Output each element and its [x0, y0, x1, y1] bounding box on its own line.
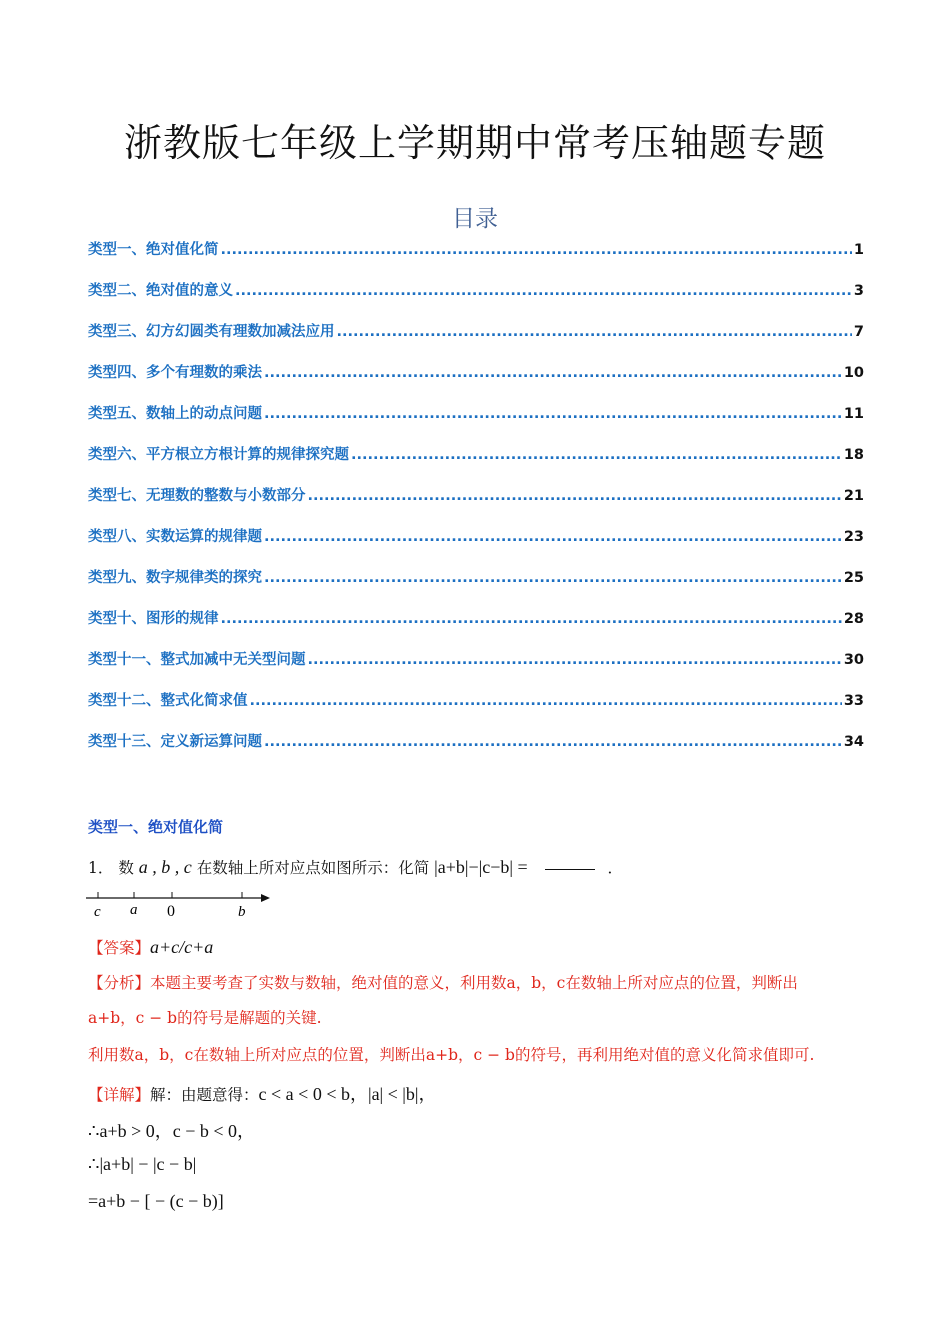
toc-item[interactable] [88, 361, 864, 402]
label-a: a [130, 902, 138, 918]
toc-leader-dots [250, 693, 842, 709]
detail-line-3: ∴|a+b| − |c − b| [88, 1154, 197, 1174]
toc-item[interactable] [88, 443, 864, 484]
toc-item[interactable] [88, 730, 864, 771]
toc-leader-dots [235, 283, 852, 299]
question-prefix: 数 [118, 859, 134, 877]
toc-item-label: 类型二、绝对值的意义 [88, 283, 233, 299]
toc-leader-dots [264, 406, 842, 422]
toc-item-label: 类型十二、整式化简求值 [88, 693, 248, 709]
toc-item-page: 34 [843, 734, 864, 750]
toc-item-label: 类型五、数轴上的动点问题 [88, 406, 262, 422]
toc-item[interactable] [88, 320, 864, 361]
analysis-text-1: 本题主要考查了实数与数轴，绝对值的意义，利用数a，b，c在数轴上所对应点的位置，判断出 [150, 974, 798, 992]
detail-math-1: c < a < 0 < b，|a| < |b|， [258, 1084, 437, 1104]
table-of-contents [88, 238, 864, 771]
answer-blank [545, 869, 595, 870]
toc-item-page: 30 [843, 652, 864, 668]
toc-item-label: 类型七、无理数的整数与小数部分 [88, 488, 306, 504]
toc-item-page: 21 [843, 488, 864, 504]
toc-leader-dots [337, 324, 852, 340]
answer-value: a+c/c+a [150, 937, 214, 957]
section-heading: 类型一、绝对值化简 [88, 818, 224, 836]
label-0: 0 [167, 903, 175, 920]
toc-item-page: 18 [843, 447, 864, 463]
toc-item[interactable] [88, 402, 864, 443]
analysis-line-1 [88, 971, 798, 993]
toc-item[interactable] [88, 689, 864, 730]
toc-item-page: 25 [843, 570, 864, 586]
detail-text: 解：由题意得： [150, 1086, 259, 1104]
toc-leader-dots [221, 611, 842, 627]
number-line-arrow [261, 894, 270, 902]
toc-leader-dots [264, 529, 842, 545]
analysis-line-2: a+b，c − b的符号是解题的关键. [88, 1009, 322, 1027]
detail-line-1 [88, 1080, 437, 1106]
toc-item[interactable] [88, 279, 864, 320]
toc-item-page: 3 [853, 283, 864, 299]
question-vars: a , b , c [138, 857, 192, 877]
toc-item[interactable] [88, 648, 864, 689]
toc-leader-dots [308, 652, 842, 668]
toc-leader-dots [308, 488, 842, 504]
toc-item-label: 类型一、绝对值化简 [88, 242, 219, 258]
toc-item-page: 28 [843, 611, 864, 627]
toc-item[interactable] [88, 238, 864, 279]
number-line-figure [84, 888, 284, 924]
toc-item[interactable] [88, 484, 864, 525]
detail-line-4: =a+b − [ − (c − b)] [88, 1191, 224, 1211]
analysis-line-3: 利用数a，b，c在数轴上所对应点的位置，判断出a+b，c − b的符号，再利用绝对值的意义化简求值即可. [88, 1046, 815, 1064]
toc-item-label: 类型十、图形的规律 [88, 611, 219, 627]
toc-leader-dots [351, 447, 842, 463]
toc-item-label: 类型三、幻方幻圆类有理数加减法应用 [88, 324, 335, 340]
toc-item-label: 类型四、多个有理数的乘法 [88, 365, 262, 381]
question-end: ． [607, 859, 624, 877]
label-b: b [238, 904, 246, 920]
toc-item-page: 23 [843, 529, 864, 545]
answer-tag: 【答案】 [88, 939, 151, 957]
toc-leader-dots [264, 570, 842, 586]
label-c: c [94, 904, 101, 920]
toc-item-label: 类型十一、整式加减中无关型问题 [88, 652, 306, 668]
detail-line-2: ∴a+b > 0，c − b < 0， [88, 1121, 256, 1141]
toc-leader-dots [221, 242, 852, 258]
toc-item-page: 33 [843, 693, 864, 709]
toc-item[interactable] [88, 566, 864, 607]
toc-item-page: 10 [843, 365, 864, 381]
toc-leader-dots [264, 365, 842, 381]
toc-item-label: 类型八、实数运算的规律题 [88, 529, 262, 545]
toc-item-label: 类型六、平方根立方根计算的规律探究题 [88, 447, 349, 463]
question-number: 1． [88, 859, 114, 877]
document-title: 浙教版七年级上学期期中常考压轴题专题 [123, 121, 826, 165]
answer-line [88, 936, 213, 958]
toc-item-page: 11 [843, 406, 864, 422]
toc-item-label: 类型十三、定义新运算问题 [88, 734, 262, 750]
toc-item[interactable] [88, 607, 864, 648]
toc-heading: 目录 [452, 206, 498, 232]
question-text: 在数轴上所对应点如图所示：化简 [196, 859, 430, 877]
analysis-tag: 【分析】 [88, 974, 151, 992]
toc-leader-dots [264, 734, 842, 750]
toc-item[interactable] [88, 525, 864, 566]
toc-item-page: 1 [853, 242, 864, 258]
toc-item-label: 类型九、数字规律类的探究 [88, 570, 262, 586]
toc-item-page: 7 [853, 324, 864, 340]
question-expression: |a+b|−|c−b| = [434, 857, 528, 877]
detail-tag: 【详解】 [88, 1086, 151, 1104]
question-1 [88, 856, 623, 878]
